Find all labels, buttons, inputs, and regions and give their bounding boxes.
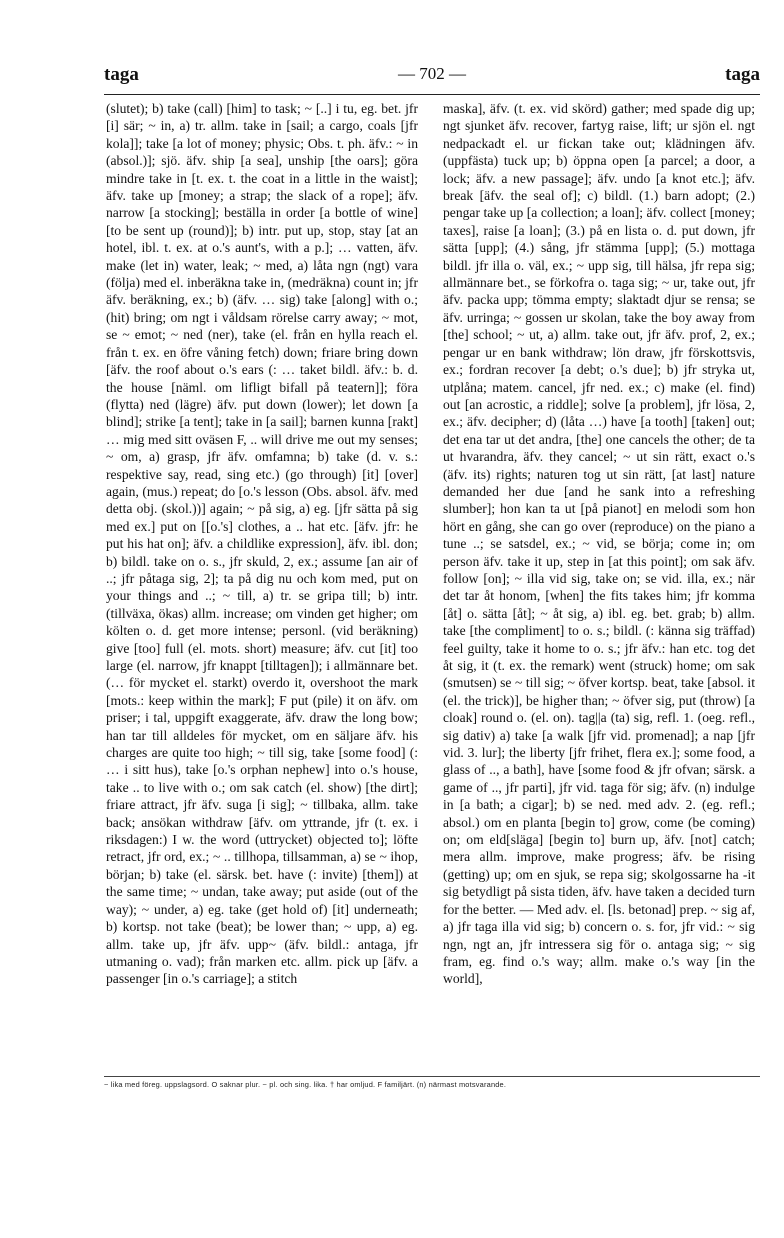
running-header xyxy=(104,64,760,94)
left-column-text: (slutet); b) take (call) [him] to task; ~ [..] i tu, eg. bet. jfr [i] sär; ~ in, a) tr. allm. take in [sail; a cargo, coals [jfr kola]]; take [a lot of money; physic; Obs. t. ph. äfv.: ~ in (absol.)]; sjö. äfv. ship [a sea], unship [the oars]; göra mindre take in [t. ex. t. the coat in a little in the waist]; äfv. take up [money; a strap; the slack of a rope]; äfv. narrow [a stocking]; beställa in order [a bottle of wine] [to be sent up (round)]; b) intr. put up, stop, stay [at an hotel, ibl. t. ex. at o.'s aunt's, with a p.]; … vatten, äfv. make (let in) water, leak; ~ med, a) låta ngn (ngt) vara (följa) med el. inberäkna take in, (medräkna) count in; jfr äfv. beräkning, ex.; b) (äfv. … sig) take [along] with o.; (hit) bring; om ngt i våldsam rörelse carry away; ~ mot, se ~ emot; ~ ned (ner), take (el. från en hylla reach el. från t. ex. en öfre våning fetch) down; friare bring down [äfv. the roof about o.'s ears (: … taket bildl. äfv.: b. d. the house [näml. om lifligt bifall på teatern]]; föra (flytta) ned (lägre) äfv. put down (lower); let down [a blind]; strike [a tent]; take in [a sail]; barnen kunna [rakt] … mig med sitt oväsen F, .. will drive me out my senses; ~ om, a) grasp, jfr äfv. omfamna; b) take (d. v. s.: respektive say, read, sing etc.) (go through) [it] [over] again, (mus.) repeat; do [o.'s lesson (Obs. absol. äfv. med detta obj. (skol.))] again; ~ på sig, a) eg. [jfr sätta på sig med ex.] put on [[o.'s] clothes, a .. hat etc. [äfv. jfr: he put his hat on]; äfv. a childlike expression], äfv. ibl. don; b) bildl. take on o. s., jfr skuld, 2, ex.; assume [an air of ..; jfr påtaga sig, 2]; ta på dig nu och kom med, put on your things and ..; ~ till, a) tr. se gripa till; b) intr. (tillväxa, ökas) allm. increase; om vinden get higher; om költen o. d. get more intense; personl. (vid beräkning) give [too] full (el. mots. short) measure; äfv. cut [it] too large (el. narrow, jfr knappt [tilltagen]); i allmännare bet. (… för mycket el. starkt) overdo it, overshoot the mark [mots.: keep within the mark]; F put (pile) it on äfv. om priser; i tal, uppgift exaggerate, äfv. draw the long bow; han tar till alldeles för mycket, om en säljare äfv. his charges are quite too high; ~ till sig, take [some food] (: … i sitt hus), take [o.'s orphan nephew] into o.'s house, take .. to live with o.; om sak catch (el. show) [the dirt]; friare attract, jfr äfv. suga [i sig]; ~ tillbaka, allm. take back; ansökan withdraw [äfv. om yttrande, jfr (t. ex. i riksdagen:) I w. the word (uttrycket) objected to]; löfte retract, jfr ord, ex.; ~ .. tillhopa, tillsamman, a) se ~ ihop, början; b) take (el. särsk. bet. have (: invite) [them]) at the same time; ~ undan, take away; put aside (out of the way); ~ under, a) eg. take (get hold of) [it] underneath; b) kortsp. not take (beat); be lower than; ~ upp, a) eg. allm. take up, jfr äfv. upp~ (äfv. bildl.: antaga, jfr utmaning o. vad); från marken etc. allm. pick up [äfv. a passenger [in o.'s carriage]; a stitch xyxy=(106,101,418,987)
header-left-word: taga xyxy=(104,64,139,85)
header-rule xyxy=(104,94,760,95)
right-column-text: maska], äfv. (t. ex. vid skörd) gather; med spade dig up; ngt sjunket äfv. recover, fartyg raise, lift; ur sjön el. ngt nedpackadt el. ur fickan take out; klädningen äfv. (uppfästa) tuck up; b) öppna open [a parcel; a door, a lock; äfv. a new passage]; äfv. undo [a knot etc.]; äfv. break [äfv. the seal of]; c) bildl. (1.) barn adopt; (2.) pengar take up [a collection; a loan]; äfv. collect [money; taxes], raise [a loan]; (3.) på en lista o. d. put down, jfr sätta [upp]; (4.) sång, jfr stämma [upp]; (5.) mottaga bildl. jfr illa o. väl, ex.; ~ upp sig, till hälsa, jfr repa sig; allmännare bet., se förkofra o. taga sig; ~ ur, take out, jfr äfv. packa upp; tömma empty; slaktadt djur se rensa; se äfv. urringa; ~ gossen ur skolan, take the boy away from [the] school; ~ ut, a) allm. take out, jfr äfv. prof, 2, ex.; pengar ur en bank withdraw; lön draw, jfr förskottsvis, ex.; fordran recover [a debt; o.'s due]; b) jfr stryka ut, utplåna; matem. cancel, jfr ned. ex.; c) make (el. find) out [an acrostic, a riddle]; solve [a problem], jfr lösa, 2, ex.; äfv. decipher; d) (låta …) have [a tooth] [taken] out; det ena tar ut det andra, [the] one cancels the other; de ta ut hvarandra, äfv. they cancel; ~ ut sin rätt, exact o.'s (äfv. its) rights; naturen tog ut sin rätt, [at last] nature demanded her due [and he sank into a refreshing slumber]; hon kan ta ut [på pianot] en melodi som hon hört en gång, she can go over (reproduce) on the piano a tune ..; se satsdel, ex.; ~ vid, se börja; come in; om person äfv. take it up, step in [at this point]; om sak äfv. follow [on]; ~ illa vid sig, take on; se vid. illa, ex.; när det tar åt honom, [when] the fits takes him; jfr komma [åt] o. sätta [åt]; ~ åt sig, a) ibl. eg. bet. grab; b) allm. take [the compliment] to o. s.; bildl. (: känna sig träffad) feel guilty, take it home to o. s.; jfr äfv.: han etc. tog det åt sig, it (t. ex. the remark) went (struck) home; om sak (smutsen) se ~ till sig; ~ öfver kortsp. beat, take [absol. it (el. the trick)], be higher than; ~ öfver sig, put (throw) [a cloak] round o. (el. on). tag||a (ta) sig, refl. 1. (oeg. refl., sig dativ) a) take [a walk [jfr vid. promenad]; a nap [jfr vid. 3. lur]; the liberty [jfr frihet, flera ex.]; some food, a glass of .., a bath], have [some food & jfr ofvan; särsk. a game of .., jfr parti], jfr vid. taga för sig; äfv. (n) indulge in [a bath; a cigar]; b) se ned. med adv. 2. (eg. refl.; absol.) om en planta [begin to] grow, come (be coming) on; om eld[släga] [begin to] burn up, äfv. [not] catch; mera allm. improve, make progress; äfv. be rising (getting) up; om en sjuk, se repa sig; skolgossarne ha -it sig betydligt på sista tiden, äfv. have taken a decided turn for the better. — Med adv. el. [ls. betonad] prep. ~ sig af, a) jfr taga illa vid sig; b) concern o. s. for, jfr vid.: ~ sig ngn, ngt an, jfr intressera sig för o. antaga sig; ~ sig fram, eg. find o.'s way; allm. make o.'s way [in the world], xyxy=(443,101,755,987)
header-right-word: taga xyxy=(725,64,760,85)
footer-rule xyxy=(104,1076,760,1077)
page-number: — 702 — xyxy=(398,64,466,83)
abbreviation-legend: ~ lika med föreg. uppslagsord. O saknar plur. ~ pl. och sing. lika. † har omljud. F familjärt. (n) närmast motsvarande. xyxy=(104,1080,507,1089)
left-column xyxy=(106,100,418,1058)
right-column xyxy=(443,100,755,1058)
